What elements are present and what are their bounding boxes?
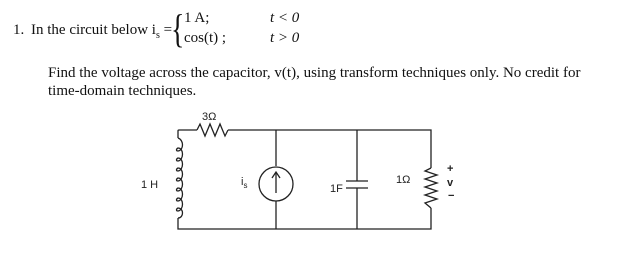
voltage-minus: − bbox=[448, 190, 455, 202]
equals-sign: = bbox=[163, 22, 173, 38]
left-brace: { bbox=[171, 6, 185, 51]
resistor-right bbox=[425, 168, 437, 208]
capacitor-label: 1F bbox=[330, 183, 343, 195]
inductor-label: 1 H bbox=[141, 179, 159, 191]
resistor-top-label: 3Ω bbox=[202, 111, 217, 123]
top-wire-right bbox=[228, 130, 431, 168]
case-1-condition: t < 0 bbox=[270, 10, 300, 26]
source-label-i: i bbox=[241, 176, 244, 188]
inductor-coil bbox=[177, 138, 183, 218]
statement-text: In the circuit below i bbox=[31, 22, 156, 38]
case-1-value: 1 A; bbox=[184, 10, 210, 26]
case-2-value: cos(t) ; bbox=[184, 30, 227, 46]
top-wire-left bbox=[178, 130, 197, 138]
task-text: Find the voltage across the capacitor, v(t), using transform techniques only. No credit for time-domain techniques. bbox=[48, 65, 581, 99]
case-2-condition: t > 0 bbox=[270, 30, 300, 46]
problem-number: 1. bbox=[13, 22, 25, 38]
source-label bbox=[241, 176, 247, 190]
source-label-sub: s bbox=[243, 181, 248, 190]
voltage-label: v bbox=[447, 177, 454, 189]
bottom-wire bbox=[178, 208, 431, 229]
resistor-top bbox=[197, 124, 228, 136]
statement-subscript: s bbox=[155, 30, 160, 41]
resistor-right-label: 1Ω bbox=[396, 174, 411, 186]
voltage-plus: + bbox=[447, 163, 454, 175]
